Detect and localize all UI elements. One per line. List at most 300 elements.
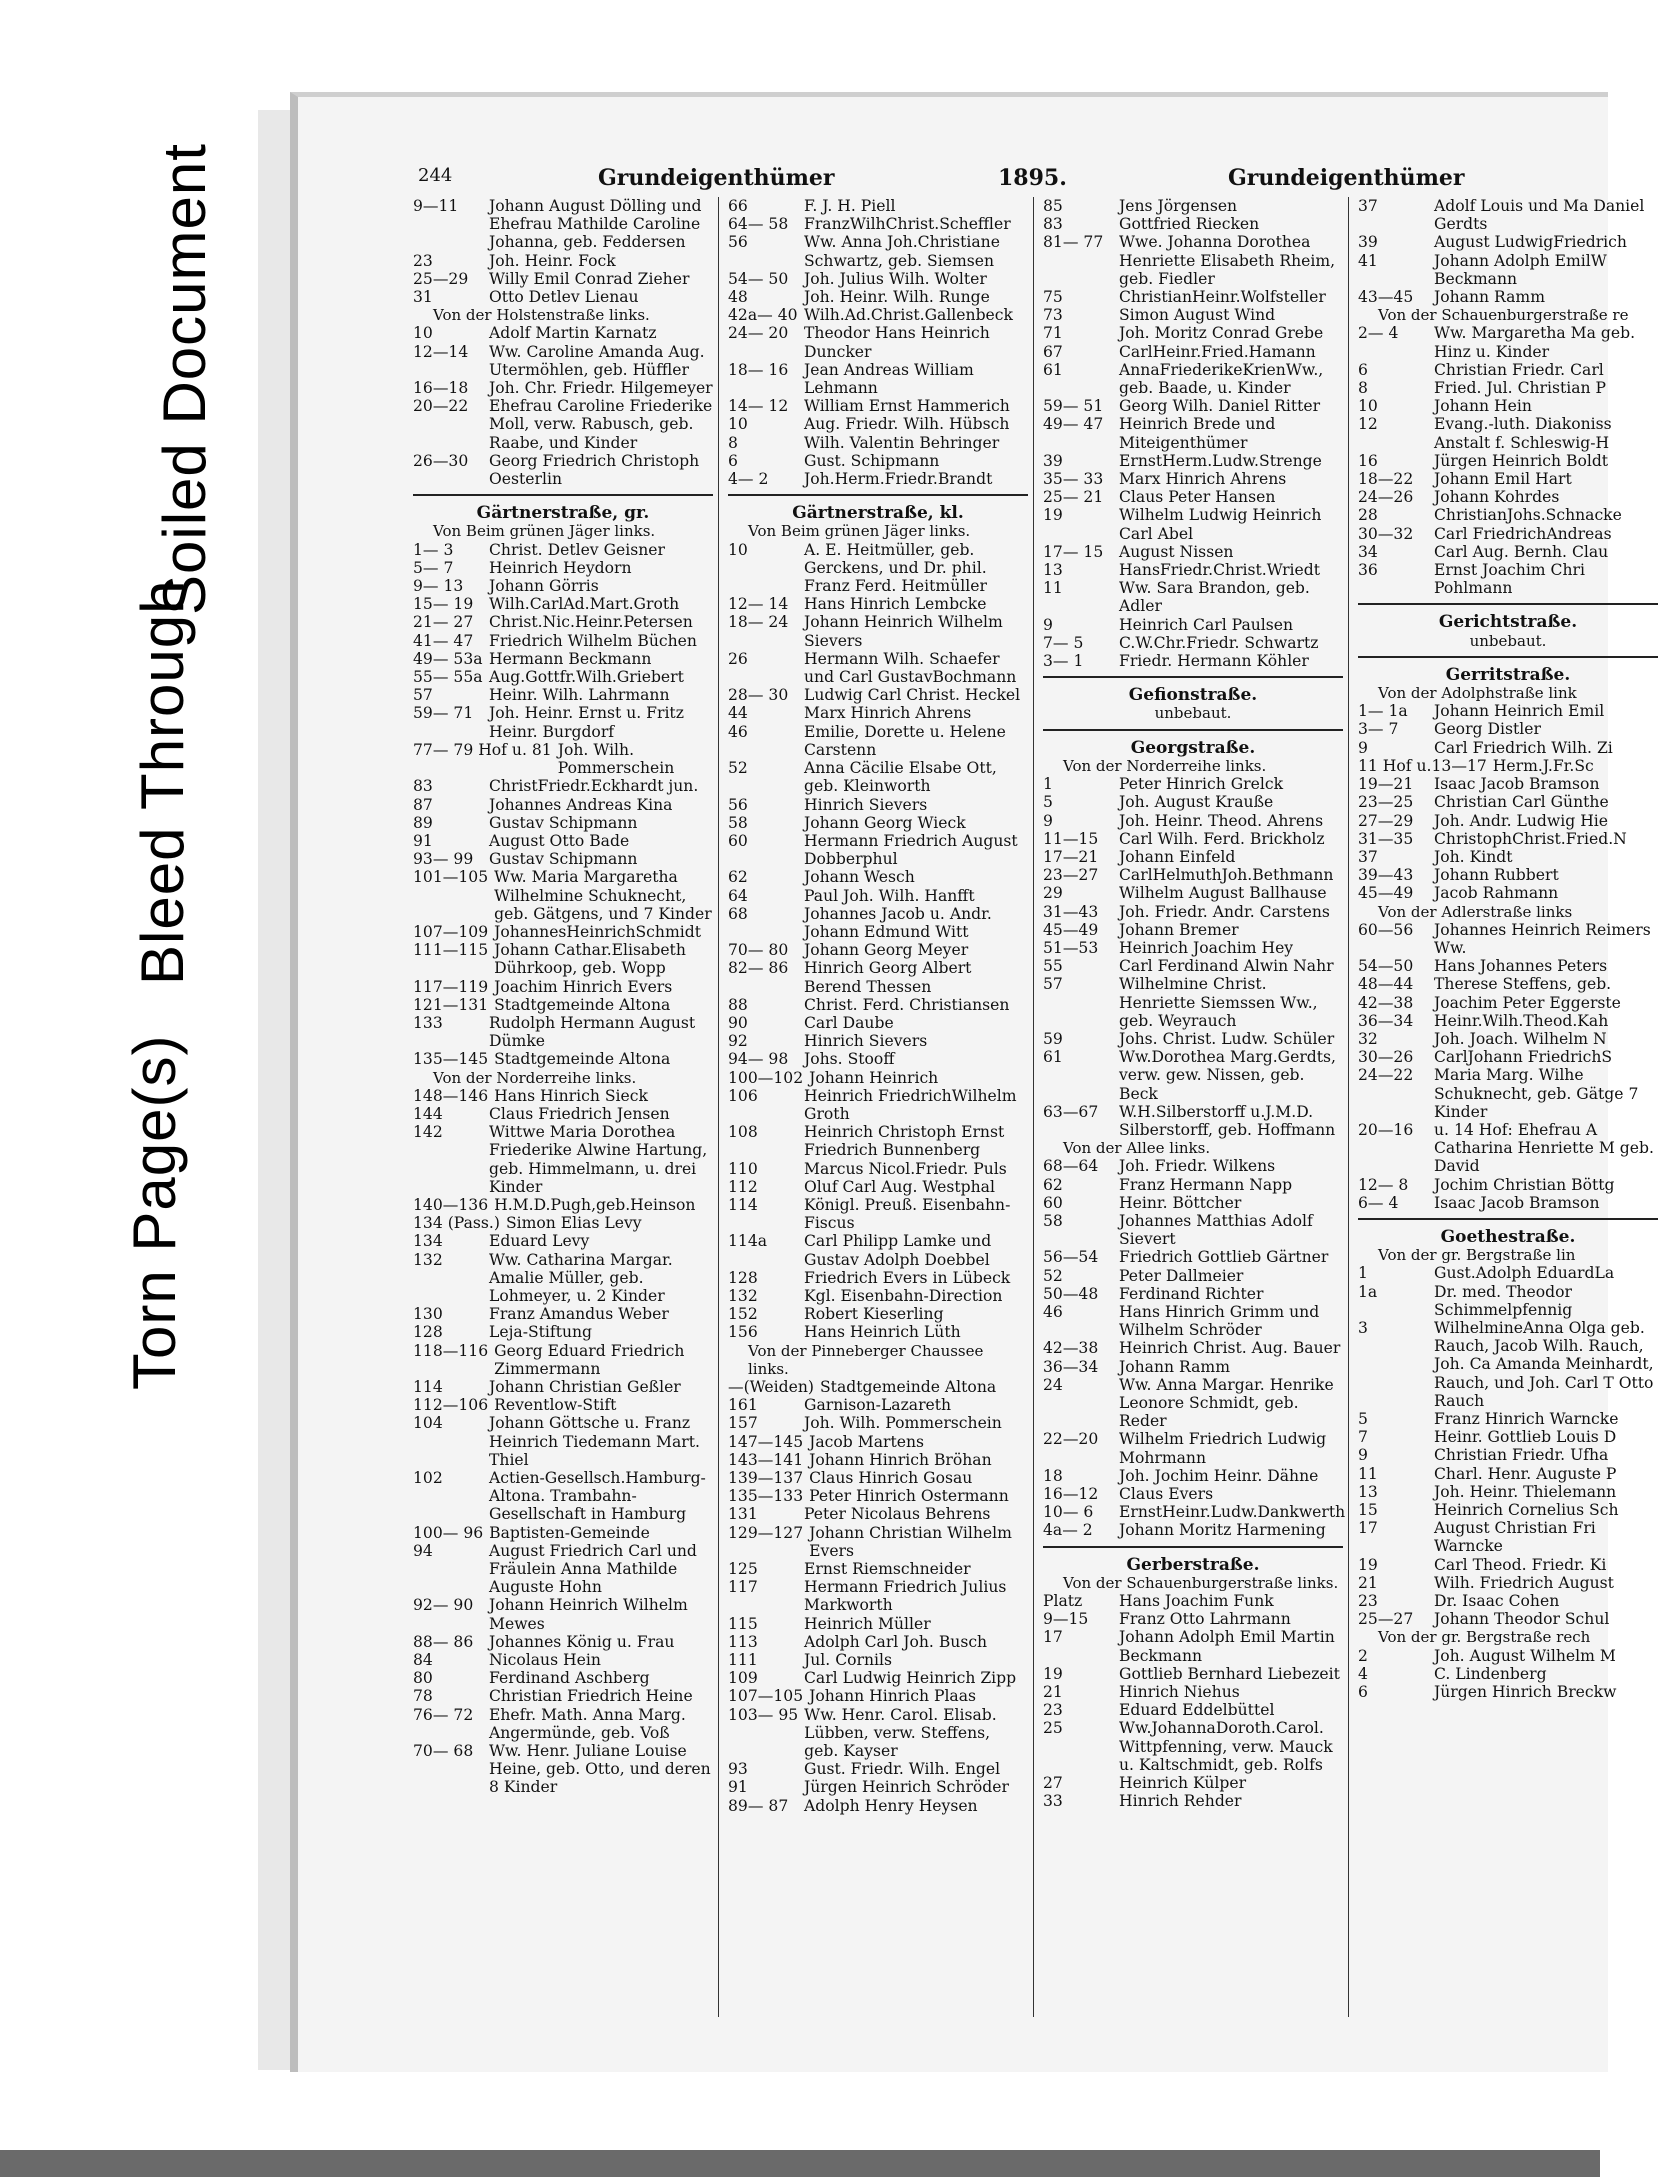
house-number: 18— 24 [728,613,789,632]
list-item [1043,1467,1343,1485]
owner-name: Heinr. Böttcher [1119,1193,1242,1212]
house-number: 139—137 [728,1469,804,1488]
house-number: 83 [413,777,433,796]
house-number: 9—11 [413,197,459,215]
list-item [728,959,1028,995]
house-number: 3— 7 [1358,720,1399,739]
list-item [1043,1303,1343,1339]
header-year: 1895. [998,165,1067,191]
house-number: 91 [728,1778,748,1797]
house-number: 12— 8 [1358,1175,1409,1194]
house-number: 52 [728,759,748,778]
owner-name: Herm.J.Fr.Sc [1492,756,1594,775]
list-item [1043,561,1343,579]
owner-name: Joh. Heinr. Theod. Ahrens [1119,811,1324,830]
list-item [1358,1194,1658,1212]
owner-name: Johann Cathar.Elisabeth Dührkoop, geb. Wopp [494,941,686,978]
house-number: 10— 6 [1043,1503,1094,1522]
owner-name: Peter Hinrich Grelck [1119,775,1284,794]
owner-name: Johann Theodor Schul [1434,1610,1610,1629]
list-item [1358,1501,1658,1519]
house-number: 25—29 [413,269,469,288]
list-item [728,1123,1028,1159]
house-number: 108 [728,1123,758,1142]
house-number: 60—56 [1358,920,1414,939]
house-number: 55 [1043,957,1063,976]
house-number: 21 [1043,1683,1063,1702]
house-number: 46 [1043,1302,1063,1321]
house-number: 152 [728,1305,758,1324]
list-item [728,759,1028,795]
list-item [413,741,713,777]
house-number: 30—32 [1358,524,1414,543]
house-number: 25—27 [1358,1610,1414,1629]
list-item [1043,1176,1343,1194]
house-number: 56—54 [1043,1248,1099,1267]
direction-note: Von der Adlerstraße links [1378,902,1573,921]
house-number: 9 [1358,1446,1368,1465]
list-item [728,1778,1028,1796]
house-number: 24—22 [1358,1066,1414,1085]
list-item [413,923,713,941]
owner-name: Hinrich Niehus [1119,1683,1240,1702]
house-number: 8 [1358,379,1368,398]
house-number: 36 [1358,561,1378,580]
owner-name: Heinrich Carl Paulsen [1119,615,1294,634]
house-number: 32 [1358,1029,1378,1048]
house-number: 28 [1358,506,1378,525]
street-subnote: unbebaut. [1154,704,1232,723]
owner-name: Ehefrau Caroline Friederike Moll, verw. Rabusch, geb. Raabe, und Kinder [489,397,713,452]
list-item [1043,324,1343,342]
house-number: 82— 86 [728,959,789,978]
owner-name: Jens Jörgensen [1119,197,1238,215]
owner-name: Peter Nicolaus Behrens [804,1505,991,1524]
owner-name: Marx Hinrich Ahrens [1119,470,1287,489]
list-item [1043,1521,1343,1539]
list-item [1043,306,1343,324]
owner-name: Heinrich Cornelius Sch [1434,1501,1619,1520]
house-number: 42a— 40 [728,306,798,325]
list-item [1043,1430,1343,1466]
house-number: 12 [1358,415,1378,434]
house-number: 9—15 [1043,1610,1089,1629]
owner-name: Stadtgemeinde Altona [820,1378,997,1396]
house-number: 62 [728,868,748,887]
list-item [1043,1485,1343,1503]
owner-name: Friedrich Evers in Lübeck [804,1268,1011,1287]
owner-name: Joh. Julius Wilh. Wolter [804,269,987,288]
house-number: 13 [1043,561,1063,580]
owner-name: August Nissen [1119,542,1234,561]
owner-name: CarlHelmuthJoh.Bethmann [1119,866,1334,885]
house-number: 110 [728,1159,758,1178]
house-number: 15— 19 [413,595,474,614]
owner-name: Actien-Gesellsch.Hamburg-Altona. Trambahn-Gesellschaft in Hamburg [489,1469,706,1524]
house-number: 8 [728,433,738,452]
owner-name: u. 14 Hof: Ehefrau A Catharina Henriette M geb. David [1434,1120,1654,1176]
column-2 [728,197,1028,1815]
house-number: 42—38 [1043,1339,1099,1358]
list-item [413,197,713,252]
list-item [1358,1446,1658,1464]
house-number: 73 [1043,306,1063,325]
list-item [1358,197,1658,233]
house-number: 115 [728,1614,758,1633]
owner-name: Ferdinand Richter [1119,1284,1264,1303]
list-item [1043,921,1343,939]
column-rule [1348,197,1349,2017]
house-number: 94— 98 [728,1050,789,1069]
street-heading: Goethestraße. [1358,1218,1658,1246]
house-number: 9— 13 [413,577,464,596]
owner-name: ChristianHeinr.Wolfsteller [1119,288,1326,307]
house-number: 15 [1358,1501,1378,1520]
owner-name: Leja-Stiftung [489,1323,593,1342]
list-item [1358,830,1658,848]
owner-name: Georg Friedrich Christoph Oesterlin [489,451,700,489]
list-item [413,1596,713,1632]
house-number: 92— 90 [413,1596,474,1615]
house-number: 7 [1358,1428,1368,1447]
owner-name: Gust. Friedr. Wilh. Engel [804,1760,1001,1779]
house-number: 77— 79 Hof u. 81 [413,740,552,759]
owner-name: Johann August Dölling und Ehefrau Mathilde Caroline Johanna, geb. Feddersen [489,197,702,252]
owner-name: Johann Hinrich Bröhan [809,1450,992,1469]
owner-name: Claus Peter Hansen [1119,488,1276,507]
owner-name: Wittwe Maria Dorothea Friederike Alwine Hartung, geb. Himmelmann, u. drei Kinder [489,1123,708,1196]
column-1 [413,197,713,1797]
list-item [728,197,1028,215]
house-number: 64— 58 [728,215,789,234]
owner-name: Joh.Herm.Friedr.Brandt [804,470,993,489]
house-number: 1— 1a [1358,702,1408,721]
house-number: 2— 4 [1358,324,1399,343]
house-number: 55— 55a [413,668,483,687]
owner-name: Hans Hinrich Sieck [494,1086,648,1105]
list-item [1358,470,1658,488]
owner-name: Oluf Carl Aug. Westphal [804,1177,995,1196]
owner-name: Johann Georg Wieck [804,813,966,832]
house-number: 51—53 [1043,938,1099,957]
list-item [728,1305,1028,1323]
list-item [1043,1683,1343,1701]
list-item [1358,361,1658,379]
owner-name: Simon Elias Levy [505,1214,642,1233]
owner-name: Stadtgemeinde Altona [494,995,671,1014]
list-item [1358,1121,1658,1176]
header-title-right: Grundeigenthümer [1228,165,1465,191]
owner-name: Paul Joh. Wilh. Hanfft [804,886,975,905]
list-item [728,361,1028,397]
list-item [413,397,713,452]
house-number: 34 [1358,542,1378,561]
header-title-left: Grundeigenthümer [598,165,835,191]
column-rule [1033,197,1034,2017]
house-number: 114 [728,1195,758,1214]
owner-name: Joh. Wilh. Pommerschein [804,1414,1002,1433]
owner-name: CarlHeinr.Fried.Hamann [1119,342,1316,361]
owner-name: Ww. Henr. Juliane Louise Heine, geb. Otto, und deren 8 Kinder [489,1742,711,1797]
owner-name: Ehefr. Math. Anna Marg. Angermünde, geb. Voß [489,1705,686,1742]
list-item [728,1069,1028,1087]
list-item [728,686,1028,704]
house-number: 41— 47 [413,631,474,650]
house-number: 24—26 [1358,488,1414,507]
owner-name: Hans Joachim Funk [1119,1592,1274,1611]
list-item [728,415,1028,433]
owner-name: Hinrich Sievers [804,1032,928,1051]
house-number: 85 [1043,197,1063,215]
owner-name: Joh. Joach. Wilhelm N [1434,1029,1607,1048]
list-item [413,452,713,488]
house-number: 45—49 [1043,920,1099,939]
list-item [728,306,1028,324]
list-item [1043,1339,1343,1357]
owner-name: Ww. Maria Margaretha Wilhelmine Schuknecht, geb. Gätgens, und 7 Kinder [494,868,712,923]
house-number: 4 [1358,1664,1368,1683]
list-item [413,668,713,686]
house-number: 61 [1043,360,1063,379]
list-item [413,832,713,850]
owner-name: August LudwigFriedrich [1434,233,1627,252]
direction-note: Von Beim grünen Jäger links. [433,522,656,541]
owner-name: Carl Wilh. Ferd. Brickholz [1119,829,1325,848]
list-item [413,1305,713,1323]
list-item [413,632,713,650]
house-number: 94 [413,1541,433,1560]
owner-name: AnnaFriederikeKrienWw., geb. Baade, u. Kinder [1119,360,1324,398]
house-number: 5 [1358,1410,1368,1428]
owner-name: Johann Adolph EmilW Beckmann [1434,251,1607,288]
list-item [1358,1592,1658,1610]
house-number: 27 [1043,1774,1063,1793]
house-number: 62 [1043,1175,1063,1194]
house-number: 5 [1043,793,1053,812]
owner-name: Jacob Martens [809,1432,924,1451]
house-number: 118—116 [413,1341,489,1360]
list-item [1358,994,1658,1012]
owner-name: A. E. Heitmüller, geb. Gerckens, und Dr. phil. Franz Ferd. Heitmüller [804,540,987,596]
owner-name: Gottfried Riecken [1119,215,1260,234]
owner-name: Jürgen Heinrich Schröder [804,1778,1009,1797]
house-number: 19 [1043,506,1063,525]
owner-name: Wilhelm Ludwig Heinrich Carl Abel [1119,506,1322,543]
list-item [728,1287,1028,1305]
house-number: 11—15 [1043,829,1099,848]
owner-name: Christian Friedr. Ufha [1434,1446,1609,1465]
list-item [728,814,1028,832]
owner-name: Joh. Chr. Friedr. Hilgemeyer [489,379,713,398]
list-item [1358,452,1658,470]
owner-name: Marcus Nicol.Friedr. Puls [804,1159,1007,1178]
house-number: 11 Hof u.13—17 [1358,756,1487,775]
list-item [1043,1157,1343,1175]
house-number: 9 [1043,615,1053,634]
owner-name: Charl. Henr. Auguste P [1434,1464,1617,1483]
house-number: 9 [1358,738,1368,757]
list-item [1043,1503,1346,1522]
house-number: 129—127 [728,1523,804,1542]
house-number: 90 [728,1013,748,1032]
list-item [728,723,1028,759]
list-item [728,613,1028,649]
owner-name: Joh. Friedr. Wilkens [1119,1157,1276,1176]
list-item [1358,415,1658,451]
owner-name: Georg Eduard Friedrich Zimmermann [494,1341,685,1378]
owner-name: Garnison-Lazareth [804,1396,952,1415]
owner-name: Wilhelmine Christ. Henriette Siemssen Ww., geb. Weyrauch [1119,975,1318,1030]
owner-name: Peter Hinrich Ostermann [809,1487,1009,1506]
list-item [728,1560,1028,1578]
house-number: —(Weiden) [728,1378,814,1396]
list-item [728,452,1028,470]
house-number: 134 (Pass.) [413,1214,500,1233]
list-item [1358,397,1658,415]
direction-note: Von der Schauenburgerstraße re [1378,306,1629,325]
owner-name: Evang.-luth. Diakoniss Anstalt f. Schleswig-H [1434,415,1612,452]
house-number: 71 [1043,324,1063,343]
house-number: 147—145 [728,1432,804,1451]
house-number: 12—14 [413,342,469,361]
owner-name: Marx Hinrich Ahrens [804,704,972,723]
owner-name: Johann Heinrich Wilhelm Mewes [489,1596,688,1633]
house-number: 104 [413,1414,443,1433]
owner-name: ErnstHerm.Ludw.Strenge [1119,451,1322,470]
list-item [1043,1285,1343,1303]
owner-name: Claus Hinrich Gosau [809,1469,973,1488]
owner-name: Friedrich Wilhelm Büchen [489,631,697,650]
owner-name: Georg Distler [1434,720,1541,739]
house-number: 13 [1358,1482,1378,1501]
owner-name: Johann Ramm [1119,1357,1230,1376]
house-number: 117—119 [413,977,489,996]
owner-name: Adolph Henry Heysen [804,1796,978,1815]
list-item [1043,1628,1343,1664]
owner-name: Königl. Preuß. Eisenbahn-Fiscus [804,1195,1011,1233]
owner-name: Eduard Eddelbüttel [1119,1701,1275,1720]
owner-name: Ferdinand Aschberg [489,1669,650,1688]
list-item [1043,866,1343,884]
house-number: 81— 77 [1043,233,1104,252]
direction-note: Von der Norderreihe links. [433,1068,637,1087]
list-item [413,1651,713,1669]
list-item [1043,397,1343,415]
owner-name: Johann Ramm [1434,288,1545,307]
owner-name: Heinrich Külper [1119,1774,1247,1793]
owner-name: Claus Friedrich Jensen [489,1104,670,1123]
list-item [728,1651,1028,1669]
house-number: 135—133 [728,1487,804,1506]
owner-name: Johann Moritz Harmening [1119,1521,1326,1540]
owner-name: Heinrich Brede und Miteigenthümer [1119,415,1276,452]
list-item [413,270,713,288]
house-number: 39 [1358,233,1378,252]
owner-name: Carl Friedrich Wilh. Zi [1434,738,1613,757]
house-number: 19 [1358,1555,1378,1574]
list-item [1358,702,1658,720]
owner-name: Heinrich Christ. Aug. Bauer [1119,1339,1341,1358]
house-number: 49— 53a [413,649,483,668]
list-item [728,868,1028,886]
column-4 [1358,197,1658,1701]
house-number: 100—102 [728,1068,804,1087]
list-item [1043,470,1343,488]
house-number: 68 [728,904,748,923]
owner-name: Therese Steffens, geb. [1434,975,1612,994]
owner-name: Hinrich Georg Albert Berend Thessen [804,959,972,996]
owner-name: Johannes König u. Frau [489,1632,675,1651]
owner-name: Joh. August Wilhelm M [1434,1646,1616,1665]
list-item [1358,957,1658,975]
list-item [1358,775,1658,793]
list-item [728,704,1028,722]
house-number: 112—106 [413,1396,489,1415]
column-rule [718,197,719,2017]
owner-name: C. Lindenberg [1434,1664,1547,1683]
house-number: 6 [728,451,738,470]
owner-name: Johann Heinrich Emil [1434,702,1605,721]
house-number: 54— 50 [728,269,789,288]
list-item [413,1232,713,1250]
list-item [728,832,1028,868]
list-item [1043,884,1343,902]
list-item [1043,848,1343,866]
owner-name: C.W.Chr.Friedr. Schwartz [1119,633,1319,652]
owner-name: Johann Emil Hart [1434,470,1572,489]
house-number: 80 [413,1669,433,1688]
owner-name: Heinrich FriedrichWilhelm Groth [804,1086,1017,1123]
list-item [1358,1319,1658,1410]
owner-name: Wilh.Ad.Christ.Gallenbeck [804,306,1013,325]
house-number: 113 [728,1632,758,1651]
list-item [728,1433,1028,1451]
list-item [1043,830,1343,848]
column-3 [1043,197,1346,1811]
house-number: 117 [728,1578,758,1597]
owner-name: Carl Philipp Lamke und Gustav Adolph Doebbel [804,1232,992,1269]
list-item [1043,1248,1343,1266]
owner-name: Christian Carl Günthe [1434,793,1609,812]
owner-name: Christ. Detlev Geisner [489,540,665,559]
house-number: 57 [1043,975,1063,994]
list-item [1043,1267,1343,1285]
house-number: 89— 87 [728,1796,789,1815]
owner-name: Ww. Caroline Amanda Aug. Utermöhlen, geb. Hüffler [489,342,705,379]
house-number: 128 [728,1268,758,1287]
list-item [1043,288,1343,306]
owner-name: Peter Dallmeier [1119,1266,1244,1285]
house-number: 58 [728,813,748,832]
list-item [1043,793,1343,811]
list-item [1043,903,1343,921]
list-item [413,704,713,740]
house-number: 93— 99 [413,850,474,869]
house-number: 10 [728,540,748,559]
list-item [1358,1665,1658,1683]
house-number: 100— 96 [413,1523,484,1542]
list-item [413,1014,713,1050]
list-item [1358,1012,1658,1030]
house-number: 84 [413,1651,433,1670]
house-number: 70— 80 [728,941,789,960]
house-number: 140—136 [413,1195,489,1214]
list-item [1043,1212,1343,1248]
list-item [1043,1774,1343,1792]
owner-name: Johann Heinrich Wilhelm Sievers [804,613,1003,650]
owner-name: Heinr. Wilh. Lahrmann [489,686,670,705]
house-number: 52 [1043,1266,1063,1285]
